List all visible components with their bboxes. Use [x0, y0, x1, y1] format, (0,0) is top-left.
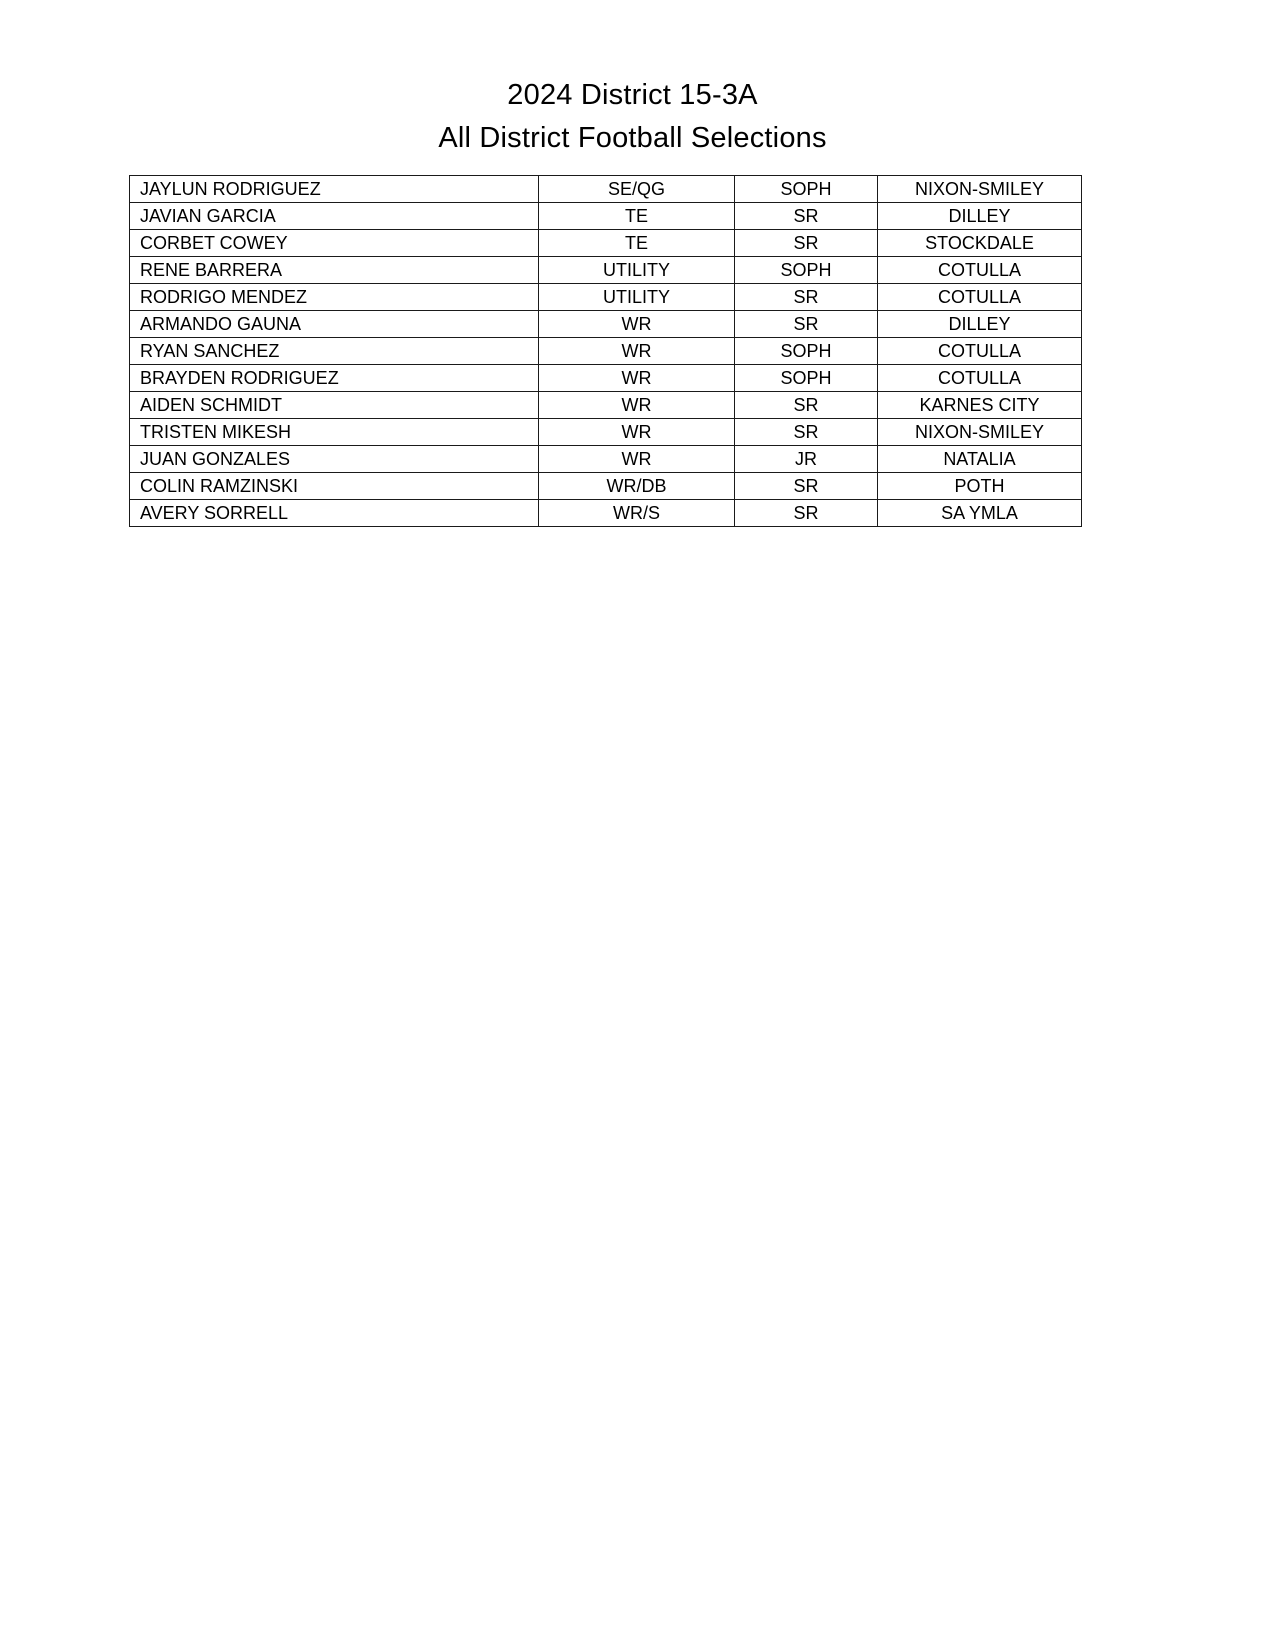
class-year-cell: SR [735, 500, 878, 527]
player-name-cell: ARMANDO GAUNA [130, 311, 539, 338]
position-cell: WR/DB [539, 473, 735, 500]
position-cell: SE/QG [539, 176, 735, 203]
table-row [130, 473, 1082, 500]
class-year-cell: SOPH [735, 365, 878, 392]
player-name-cell: AIDEN SCHMIDT [130, 392, 539, 419]
table-row [130, 257, 1082, 284]
class-year-cell: SR [735, 419, 878, 446]
position-cell: WR [539, 446, 735, 473]
class-year-cell: SOPH [735, 338, 878, 365]
position-cell: TE [539, 230, 735, 257]
player-name-cell: RODRIGO MENDEZ [130, 284, 539, 311]
school-cell: SA YMLA [878, 500, 1082, 527]
position-cell: UTILITY [539, 257, 735, 284]
table-row [130, 419, 1082, 446]
title-line-1: 2024 District 15-3A [507, 79, 758, 111]
class-year-cell: SR [735, 473, 878, 500]
player-name-cell: TRISTEN MIKESH [130, 419, 539, 446]
school-cell: POTH [878, 473, 1082, 500]
player-name-cell: RYAN SANCHEZ [130, 338, 539, 365]
position-cell: TE [539, 203, 735, 230]
position-cell: WR [539, 419, 735, 446]
title-line-2: All District Football Selections [438, 122, 827, 154]
selections-table [129, 175, 1082, 527]
position-cell: UTILITY [539, 284, 735, 311]
school-cell: STOCKDALE [878, 230, 1082, 257]
position-cell: WR [539, 311, 735, 338]
class-year-cell: SOPH [735, 257, 878, 284]
school-cell: KARNES CITY [878, 392, 1082, 419]
school-cell: COTULLA [878, 284, 1082, 311]
school-cell: COTULLA [878, 365, 1082, 392]
school-cell: NATALIA [878, 446, 1082, 473]
player-name-cell: CORBET COWEY [130, 230, 539, 257]
player-name-cell: JAYLUN RODRIGUEZ [130, 176, 539, 203]
table-row [130, 203, 1082, 230]
class-year-cell: SR [735, 311, 878, 338]
position-cell: WR [539, 338, 735, 365]
position-cell: WR [539, 365, 735, 392]
document-title [0, 74, 1265, 160]
class-year-cell: SR [735, 230, 878, 257]
table-row [130, 230, 1082, 257]
class-year-cell: SR [735, 392, 878, 419]
school-cell: NIXON-SMILEY [878, 419, 1082, 446]
position-cell: WR/S [539, 500, 735, 527]
class-year-cell: JR [735, 446, 878, 473]
school-cell: DILLEY [878, 203, 1082, 230]
table-row [130, 284, 1082, 311]
player-name-cell: JUAN GONZALES [130, 446, 539, 473]
school-cell: NIXON-SMILEY [878, 176, 1082, 203]
class-year-cell: SOPH [735, 176, 878, 203]
table-row [130, 365, 1082, 392]
class-year-cell: SR [735, 203, 878, 230]
player-name-cell: BRAYDEN RODRIGUEZ [130, 365, 539, 392]
school-cell: COTULLA [878, 338, 1082, 365]
table-row [130, 392, 1082, 419]
table-row [130, 338, 1082, 365]
class-year-cell: SR [735, 284, 878, 311]
table-row [130, 311, 1082, 338]
player-name-cell: RENE BARRERA [130, 257, 539, 284]
table-row [130, 446, 1082, 473]
position-cell: WR [539, 392, 735, 419]
player-name-cell: JAVIAN GARCIA [130, 203, 539, 230]
table-row [130, 500, 1082, 527]
player-name-cell: AVERY SORRELL [130, 500, 539, 527]
selections-table-body [130, 176, 1082, 527]
school-cell: COTULLA [878, 257, 1082, 284]
table-row [130, 176, 1082, 203]
player-name-cell: COLIN RAMZINSKI [130, 473, 539, 500]
school-cell: DILLEY [878, 311, 1082, 338]
